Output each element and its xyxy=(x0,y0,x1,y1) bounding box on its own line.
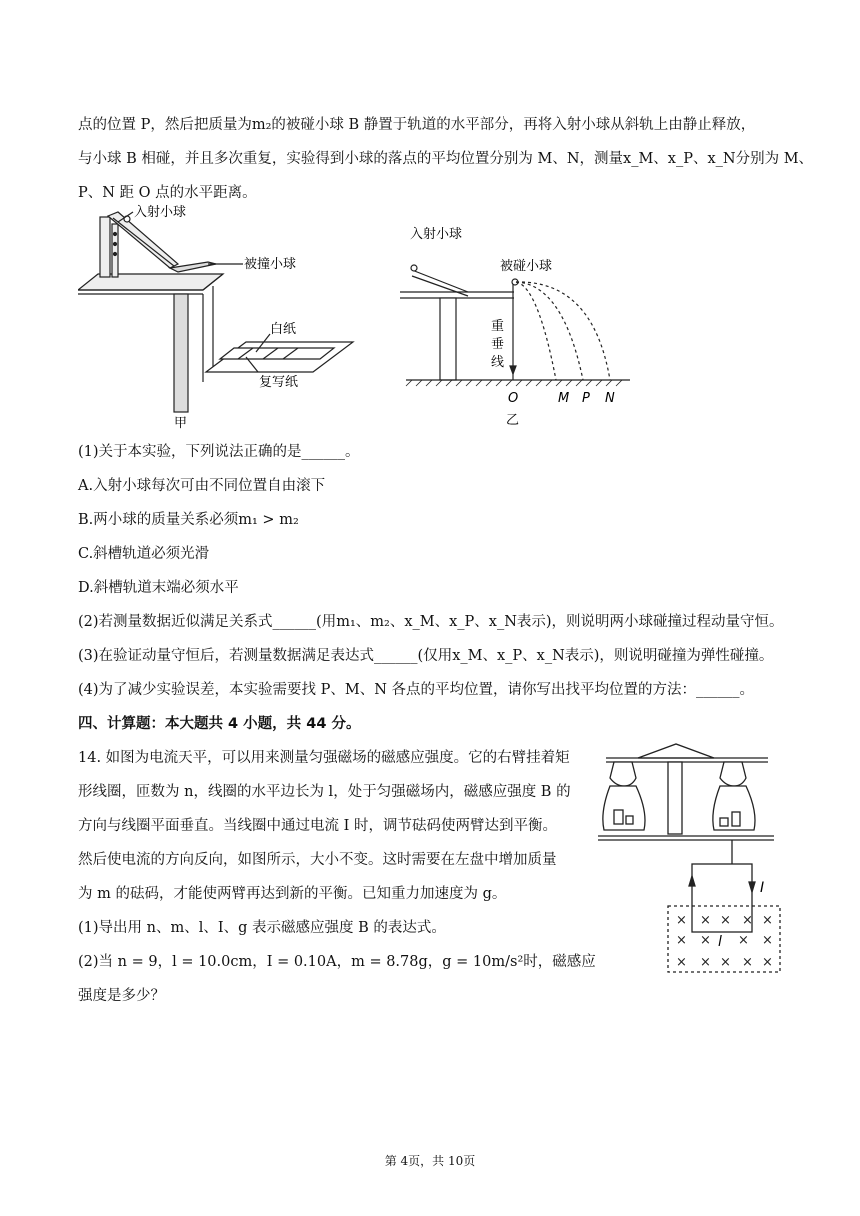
svg-text:×: × xyxy=(742,955,753,970)
svg-text:×: × xyxy=(676,913,687,928)
problem-14-line-7: (2)当 n = 9，l = 10.0cm，I = 0.10A，m = 8.78g，g = 10m/s²时，磁感应 xyxy=(78,954,596,970)
problem-14-line-8: 强度是多少？ xyxy=(78,988,165,1004)
paragraph-line-2: 与小球 B 相碰，并且多次重复，实验得到小球的落点的平均位置分别为 M、N，测量x_M、x_P、x_N分别为 M、 xyxy=(78,151,814,167)
svg-text:×: × xyxy=(700,913,711,928)
label-length: l xyxy=(718,934,722,950)
option-a: A.入射小球每次可由不同位置自由滚下 xyxy=(78,478,326,494)
question-1-stem: (1)关于本实验，下列说法正确的是______。 xyxy=(78,444,360,460)
label-incident-ball: 入射小球 xyxy=(134,205,187,220)
caption-jia: 甲 xyxy=(174,416,188,431)
label-carbon-paper: 复写纸 xyxy=(259,375,299,390)
problem-14-line-2: 形线圈，匝数为 n，线圈的水平边长为 l，处于匀强磁场内，磁感应强度 B 的 xyxy=(78,784,571,800)
option-d: D.斜槽轨道末端必须水平 xyxy=(78,580,239,596)
label-white-paper: 白纸 xyxy=(270,322,297,337)
figure-current-balance xyxy=(596,738,786,978)
svg-text:×: × xyxy=(738,933,749,948)
paragraph-line-3: P、N 距 O 点的水平距离。 xyxy=(78,185,257,201)
label-o: O xyxy=(508,391,519,406)
question-2: (2)若测量数据近似满足关系式______(用m₁、m₂、x_M、x_P、x_N表示)，则说明两小球碰撞过程动量守恒。 xyxy=(78,614,784,630)
option-c: C.斜槽轨道必须光滑 xyxy=(78,546,210,562)
problem-14-line-1: 14. 如图为电流天平，可以用来测量匀强磁场的磁感应强度。它的右臂挂着矩 xyxy=(78,750,570,766)
svg-text:×: × xyxy=(700,933,711,948)
caption-yi: 乙 xyxy=(506,413,520,428)
section-title: 四、计算题：本大题共 4 小题，共 44 分。 xyxy=(78,716,361,732)
option-b: B.两小球的质量关系必须m₁ > m₂ xyxy=(78,512,299,528)
label-target-ball: 被撞小球 xyxy=(244,257,297,272)
figure-jia xyxy=(78,202,378,432)
label-p: P xyxy=(582,391,590,406)
svg-text:×: × xyxy=(762,933,773,948)
problem-14-line-4: 然后使电流的方向反向，如图所示，大小不变。这时需要在左盘中增加质量 xyxy=(78,852,557,868)
figure-yi xyxy=(398,218,638,432)
label-n: N xyxy=(605,391,615,406)
svg-text:×: × xyxy=(676,955,687,970)
question-3: (3)在验证动量守恒后，若测量数据满足表达式______(仅用x_M、x_P、x_N表示)，则说明碰撞为弹性碰撞。 xyxy=(78,648,774,664)
svg-text:×: × xyxy=(762,955,773,970)
svg-text:×: × xyxy=(742,913,753,928)
svg-text:×: × xyxy=(720,955,731,970)
label-current: I xyxy=(760,880,765,896)
svg-text:×: × xyxy=(762,913,773,928)
svg-text:×: × xyxy=(700,955,711,970)
problem-14-line-5: 为 m 的砝码，才能使两臂再达到新的平衡。已知重力加速度为 g。 xyxy=(78,886,507,902)
label-plumb-2: 垂 xyxy=(491,337,505,352)
svg-text:×: × xyxy=(720,913,731,928)
problem-14-line-3: 方向与线圈平面垂直。当线圈中通过电流 I 时，调节砝码使两臂达到平衡。 xyxy=(78,818,557,834)
label-m: M xyxy=(558,391,570,406)
paragraph-line-1: 点的位置 P，然后把质量为m₂的被碰小球 B 静置于轨道的水平部分，再将入射小球从斜轨上由静止释放， xyxy=(78,117,756,133)
label-plumb-1: 重 xyxy=(491,319,505,334)
label-plumb-3: 线 xyxy=(491,355,505,370)
problem-14-line-6: (1)导出用 n、m、l、I、g 表示磁感应强度 B 的表达式。 xyxy=(78,920,446,936)
label-incident-ball-yi: 入射小球 xyxy=(410,227,463,242)
question-4: (4)为了减少实验误差，本实验需要找 P、M、N 各点的平均位置，请你写出找平均位置的方法：______。 xyxy=(78,682,755,698)
page-footer: 第 4页，共 10页 xyxy=(384,1154,476,1168)
svg-text:×: × xyxy=(676,933,687,948)
label-target-ball-yi: 被碰小球 xyxy=(500,259,553,274)
